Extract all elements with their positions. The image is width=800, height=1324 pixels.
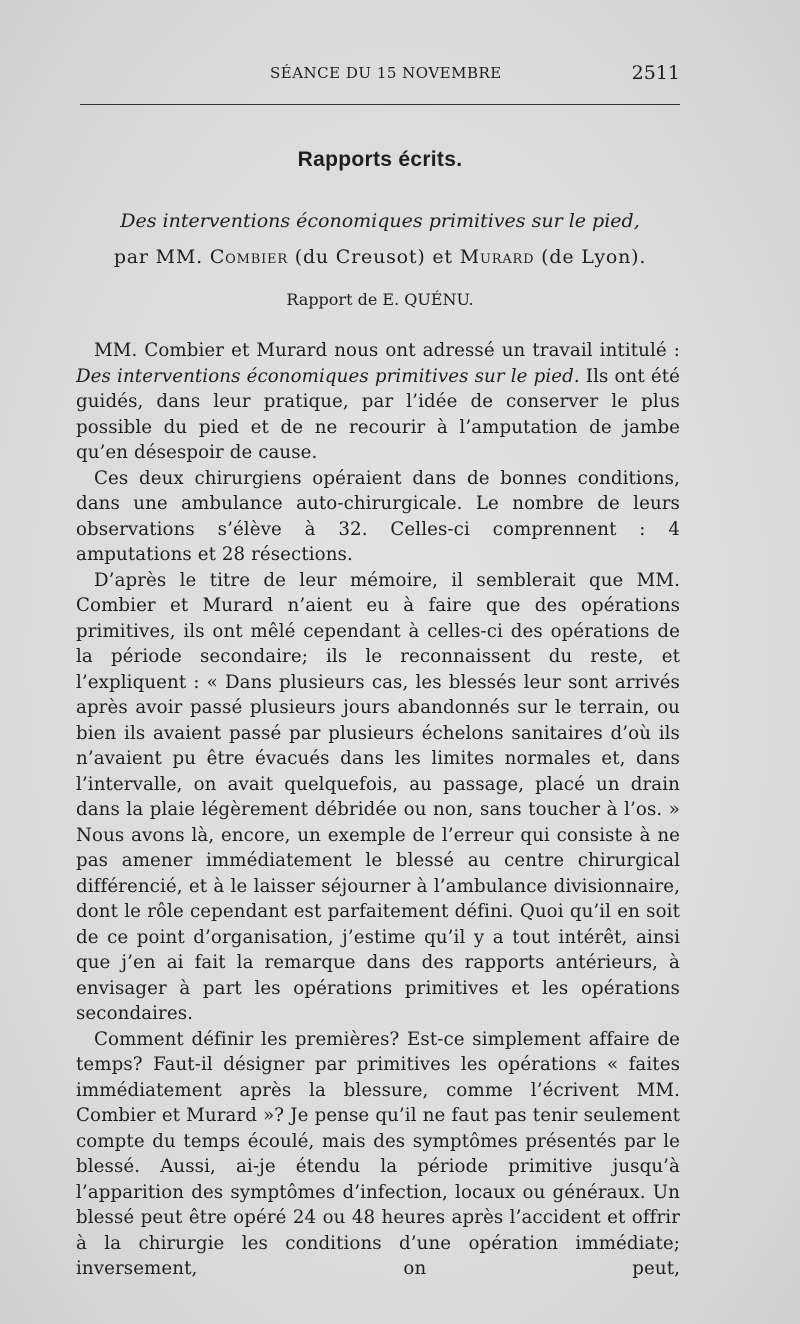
paragraph-3: D’après le titre de leur mémoire, il semblerait que MM. Combier et Murard n’aient eu à faire que des opérations primitives, ils ont mêlé cependant à celles-ci des opérations de la période secondaire; ils le reconnaissent du reste, et l’expliquent : « Dans plusieurs cas, les blessés leur sont arrivés après avoir passé plusieurs jours abandonnés sur le terrain, ou bien ils avaient passé par plusieurs échelons sanitaires d’où ils n’avaient pu être évacués dans les limites normales et, dans l’intervalle, on avait quelquefois, au passage, placé un drain dans la plaie légèrement débridée ou non, sans toucher à l’os. » Nous avons là, encore, un exemple de l’erreur qui consiste à ne pas amener immédiatement le blessé au centre chirurgical différencié, et à le laisser séjourner à l’ambulance divisionnaire, dont le rôle cependant est parfaitement défini. Quoi qu’il en soit de ce point d’organisation, j’estime qu’il y a tout intérêt, ainsi que j’en ai fait la remarque dans des rapports antérieurs, à envisager à part les opérations primitives et les opérations secondaires. [76, 569, 680, 1024]
report-byline: Rapport de E. QUÉNU. [286, 290, 474, 309]
section-title: Rapports écrits. [297, 148, 463, 171]
p1-cited-title: Des interventions économiques primitives sur le pied. [76, 365, 580, 387]
paragraph-1 [76, 338, 680, 466]
authors-prefix: par MM. [113, 246, 203, 268]
author-combier-affiliation: (du Creusot) [294, 246, 426, 268]
author-murard: Murard [459, 246, 535, 268]
paragraph-4: Comment définir les premières? Est-ce simplement affaire de temps? Faut-il désigner par primitives les opérations « faites immédiatement après la blessure, comme l’écrivent MM. Combier et Murard »? Je pense qu’il ne faut pas tenir seulement compte du temps écoulé, mais des symptômes présentés par le blessé. Aussi, ai-je étendu la période primitive jusqu’à l’apparition des symptômes d’infection, locaux ou généraux. Un blessé peut être opéré 24 ou 48 heures après l’accident et offrir à la chirurgie les conditions d’une opération immédiate; inversement, on peut, [76, 1028, 680, 1279]
page-number: 2511 [631, 62, 680, 84]
article-authors [0, 246, 760, 268]
header-rule [80, 104, 680, 105]
running-title: SÉANCE DU 15 NOVEMBRE [270, 64, 502, 82]
body-text [76, 338, 680, 1282]
authors-conjunction: et [432, 246, 453, 268]
running-head [0, 62, 800, 88]
author-combier: Combier [209, 246, 288, 268]
article-title: Des interventions économiques primitives sur le pied, [120, 210, 640, 232]
p1-rest: Ils ont été guidés, dans leur pratique, par l’idée de conserver le plus possible du pied et de ne recourir à l’amputation de jambe qu’en désespoir de cause. [76, 365, 680, 463]
p1-intro: MM. Combier et Murard nous ont adressé un travail intitulé : [94, 340, 680, 361]
author-murard-affiliation: (de Lyon). [541, 246, 647, 268]
paragraph-2: Ces deux chirurgiens opéraient dans de bonnes conditions, dans une ambulance auto-chirurgicale. Le nombre de leurs observations s’élève à 32. Celles-ci comprennent : 4 amputations et 28 résections. [76, 467, 680, 565]
